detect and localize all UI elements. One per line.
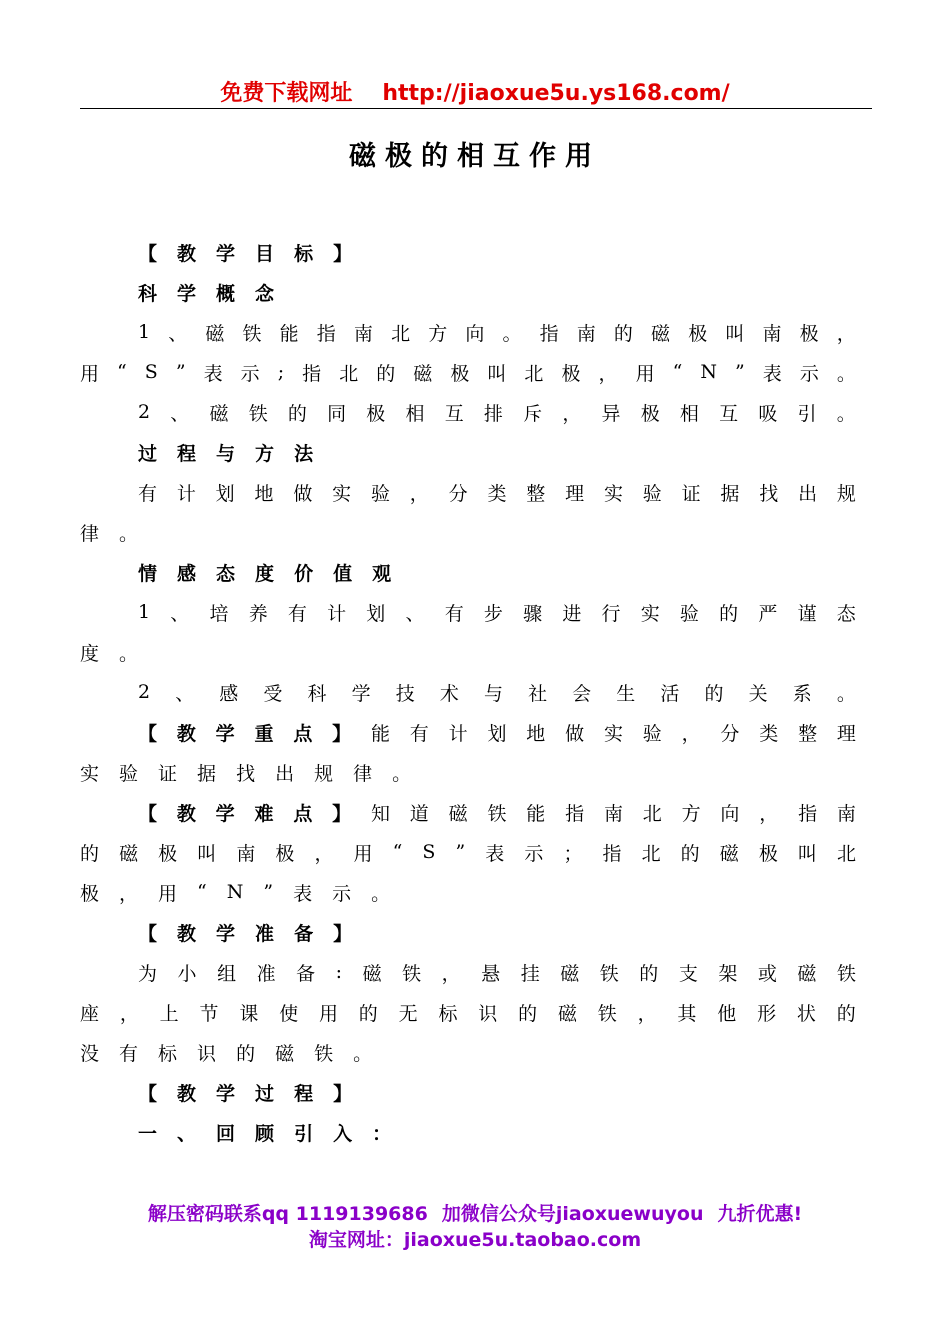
text-line: 2 、 磁 铁 的 同 极 相 互 排 斥 ， 异 极 相 互 吸 引 。 (138, 401, 856, 425)
footer-discount: 九折优惠! (717, 1203, 803, 1225)
download-header (0, 76, 950, 107)
text-line: 【 教 学 重 点 】 能 有 计 划 地 做 实 验 ， 分 类 整 理 (138, 722, 856, 745)
text-line: 度 。 (80, 642, 139, 665)
text-line: 为 小 组 准 备 : 磁 铁 ， 悬 挂 磁 铁 的 支 架 或 磁 铁 (138, 961, 856, 985)
text-line: 实 验 证 据 找 出 规 律 。 (80, 762, 412, 785)
document-body (80, 232, 856, 1152)
footer-contact (0, 1199, 950, 1226)
text-line: 用 “ S ” 表 示 ; 指 北 的 磁 极 叫 北 极 ， 用 “ N ” 表 示 。 (80, 361, 856, 385)
text-line: 1 、 磁 铁 能 指 南 北 方 向 。 指 南 的 磁 极 叫 南 极 ， (138, 321, 856, 345)
document-title: 磁极的相互作用 (349, 141, 601, 172)
text-line: 的 磁 极 叫 南 极 ， 用 “ S ” 表 示 ； 指 北 的 磁 极 叫 北 (80, 841, 856, 865)
text-line: 过 程 与 方 法 (138, 442, 314, 465)
text-line: 律 。 (80, 522, 139, 545)
text-line: 【 教 学 准 备 】 (138, 922, 353, 945)
header-divider (80, 108, 872, 109)
download-label: 免费下载网址 (220, 81, 353, 106)
text-line: 2 、 感 受 科 学 技 术 与 社 会 生 活 的 关 系 。 (138, 681, 856, 705)
text-line: 座 ， 上 节 课 使 用 的 无 标 识 的 磁 铁 ， 其 他 形 状 的 (80, 1002, 856, 1025)
text-line: 极 ， 用 “ N ” 表 示 。 (80, 881, 391, 905)
text-line: 【 教 学 过 程 】 (138, 1082, 353, 1105)
text-line: 有 计 划 地 做 实 验 ， 分 类 整 理 实 验 证 据 找 出 规 (138, 482, 856, 505)
footer-qq: 解压密码联系qq 1119139686 (147, 1203, 428, 1225)
text-line: 【 教 学 难 点 】 知 道 磁 铁 能 指 南 北 方 向 ， 指 南 (138, 802, 856, 825)
download-url-link[interactable]: http://jiaoxue5u.ys168.com/ (382, 81, 730, 106)
text-line: 【 教 学 目 标 】 (138, 242, 353, 265)
text-line: 科 学 概 念 (138, 282, 275, 305)
text-line: 一 、 回 顾 引 入 ： (138, 1122, 392, 1145)
text-line: 情 感 态 度 价 值 观 (138, 562, 392, 585)
text-line: 1 、 培 养 有 计 划 、 有 步 骤 进 行 实 验 的 严 谨 态 (138, 601, 856, 625)
footer-wechat: 加微信公众号jiaoxuewuyou (441, 1203, 704, 1225)
text-line: 没 有 标 识 的 磁 铁 。 (80, 1042, 373, 1065)
footer-taobao-link[interactable]: 淘宝网址：jiaoxue5u.taobao.com (308, 1229, 642, 1251)
